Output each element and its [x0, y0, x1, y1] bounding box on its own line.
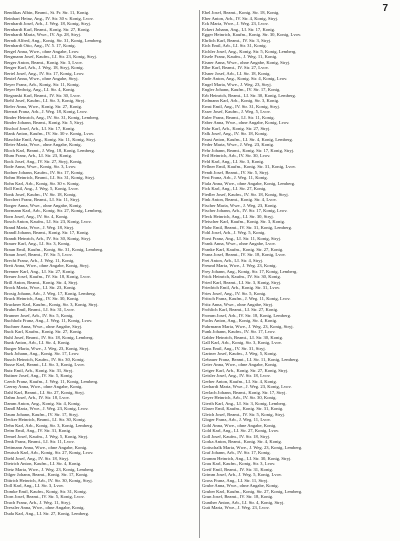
- directory-entry: Bertel Josef, Ang., IV. Str. 17, Konig, Lvov.: [4, 70, 85, 76]
- directory-entry: Elbe Karl, Beamt., IV. Str. 27, Lvov.: [202, 65, 269, 70]
- directory-entry: Dahl Karl, Beamt., LI. Str. 27, Konig, Stryj.: [4, 389, 85, 395]
- directory-entry: Binder Johann, Beamt., Konig. Str. 5, Stryj.: [4, 120, 85, 125]
- directory-entry: Grube Anna, Wwe., ohne Angabe, Konig.: [202, 483, 279, 488]
- directory-entry: Czerny Anna, Wwe., ohne Angabe, Konig.: [4, 384, 83, 389]
- directory-entry: Deutsch Karl, Arb., Konig. Str. 27, Konig, Lvov.: [4, 450, 94, 455]
- directory-entry: Gall Karl, Arb., Konig. Str. 3, Konig, Lvov.: [202, 340, 282, 345]
- directory-entry: Berndt Alfred, Ang., Konig. Str. 31, Konig, Lemberg.: [4, 37, 103, 43]
- directory-entry: Erb Heinrich, Beamt., LI. Str. 30, Konig, Lemberg.: [202, 92, 296, 98]
- directory-entry: Fries Josef, Ang., IV. Str. 5, Konig.: [202, 290, 267, 296]
- directory-entry: Berger Anton, Beamt., Konig. Str. 3, Lvov.: [4, 59, 83, 65]
- directory-entry: Euler Franz, Beamt., LI. Str. 11, Konig.: [202, 114, 275, 120]
- directory-entry: Bode Anna, Wwe., Konig. Str. 3, Lvov.: [4, 164, 77, 169]
- directory-entry: Bloch Karl, Beamt., J. Weg. 18, Konig, Lemberg.: [4, 147, 95, 153]
- directory-entry: Dittrich Heinrich, Arb., IV. Str. 30, Konig, Stryj.: [4, 477, 93, 483]
- directory-entry: Bruhn Emil, Beamt., LI. Str. 31, Lvov.: [4, 307, 75, 312]
- directory-entry: Gabler Heinrich, Beamt., LI. Str. 30, Konig.: [202, 334, 284, 340]
- directory-entry: Grimm Josef, Arb., J. Weg. 5, Konig, Lvov.: [202, 472, 283, 477]
- directory-entry: Faber Anna, Wwe., ohne Angabe, Konig, Lvov.: [202, 120, 290, 125]
- directory-entry: Damm Anton, Ang., Konig. Str. 4, Konig.: [4, 400, 81, 406]
- directory-entry: Dilger Johann, Beamt., Konig. Str. 17, Konig.: [4, 472, 89, 477]
- directory-entry: Engler Johann, Kaufm., IV. Str. 17, Konig.: [202, 87, 281, 92]
- directory-entry: Bernhardt Josef, Arb., J. Weg. 18, Konig, Stryj.: [4, 21, 91, 26]
- directory-entry: Geyer Heinrich, Arb., IV. Str. 30, Konig.: [202, 395, 277, 400]
- directory-entry: Daum Johann, Kaufm., IV. Str. 17, Stryj.: [4, 411, 79, 417]
- directory-entry: Graf Johann, Arb., IV. Str. 17, Konig.: [202, 450, 271, 455]
- directory-entry: Fendt Josef, Beamt., IV. Str. 5, Stryj.: [202, 169, 270, 175]
- directory-entry: Blum Franz, Arb., LI. Str. 23, Konig.: [4, 153, 73, 158]
- directory-entry: Bonk Josef, Kaufm., IV. Str. 18, Konig.: [4, 191, 77, 197]
- directory-entry: Fischer Johann, Arb., IV. Str. 17, Konig, Lvov.: [202, 208, 288, 213]
- directory-entry: Fritsch Franz, Kaufm., J. Weg. 11, Konig, Lvov.: [202, 296, 291, 301]
- directory-entry: Elsner Josef, Arb., LI. Str. 18, Konig.: [202, 70, 271, 76]
- directory-entry: Esser Josef, Kaufm., J. Weg. 5, Lvov.: [202, 109, 271, 114]
- directory-entry: Geiger Karl, Arb., Konig. Str. 27, Konig, Stryj.: [202, 367, 289, 373]
- directory-entry: Drach Franz, Arb., J. Weg. 11, Stryj.: [4, 499, 71, 505]
- directory-entry: Bohn Karl, Arb., Konig. Str. 30 v. Konig.: [4, 180, 80, 186]
- directory-entry: Forst Franz, Ang., LI. Str. 11, Konig, Stryj.: [202, 235, 282, 241]
- left-column: [4, 10, 198, 538]
- directory-entry: Fuchs Anton, Ang., Konig. Str. 4, Konig.: [202, 318, 278, 323]
- directory-entry: Fest Franz, Arb., J. Weg. 11, Konig.: [202, 175, 268, 180]
- directory-entry: Breit Anna, Wwe., ohne Angabe, Konig, Stryj.: [4, 263, 90, 268]
- directory-entry: Bleier Maria, Wwe., ohne Angabe, Konig.: [4, 142, 82, 147]
- directory-entry: Gierth Karl, Ang., LI. Str. 3, Konig, Lemberg.: [202, 400, 287, 406]
- directory-entry: Burk Johann, Ang., Konig. Str. 17, Lvov.: [4, 351, 80, 356]
- directory-entry: Breuer Josef, Kaufm., IV. Str. 18, Konig, Lvov.: [4, 274, 91, 279]
- right-column: [202, 10, 396, 538]
- directory-entry: Frohlich Karl, Beamt., LI. Str. 27, Konig.: [202, 307, 279, 312]
- directory-entry: Blaschke Emil, Ang., Konig. Str. 11, Konig, Stryj.: [4, 136, 97, 142]
- directory-entry: Fleck Heinrich, Ang., LI. Str. 30, Stryj.: [202, 213, 274, 219]
- directory-entry: Braun Josef, Beamt., IV. Str. 5, Lvov.: [4, 252, 73, 257]
- directory-entry: Buck Karl, Kaufm., Konig. Str. 27, Konig.: [4, 329, 83, 334]
- directory-entry: Grun Josef, Beamt., IV. Str. 18, Konig.: [202, 494, 274, 499]
- directory-entry: Brandt Heinrich, Arb., IV. Str. 30, Konig, Stryj.: [4, 235, 92, 241]
- directory-entry: Goll Josef, Kaufm., IV. Str. 18, Stryj.: [202, 433, 271, 439]
- directory-entry: Gramm Heinrich, Ang., LI. Str. 30, Konig, Stryj.: [202, 455, 292, 461]
- directory-entry: Beyer Franz, Arb., Konig. Str. 11, Konig.: [4, 81, 80, 87]
- directory-entry: Grau Karl, Kaufm., Konig. Str. 3, Lvov.: [202, 461, 276, 466]
- directory-entry: Brenner Karl, Ang., LI. Str. 27, Konig.: [4, 268, 76, 274]
- directory-entry: Biernat Franz, Arb., J. Weg. 18, Konig, Lvov.: [4, 109, 88, 114]
- directory-entry: Dandl Maria, Wwe., J. Weg. 23, Konig, Lvov.: [4, 406, 89, 411]
- directory-entry: Fischer Maria, Wwe., J. Weg. 23, Konig.: [202, 202, 278, 208]
- directory-entry: Gleich Josef, Beamt., IV. Str. 5, Konig, Stryj.: [202, 411, 285, 417]
- directory-entry: Butz Emil, Arb., Konig. Str. 31, Stryj.: [4, 367, 74, 373]
- directory-entry: Bunk Anton, Arb., LI. Str. 4, Konig.: [4, 340, 71, 345]
- directory-entry: Buchholz Franz, Ang., J. Weg. 11, Konig, Lvov.: [4, 318, 93, 323]
- directory-entry: Bormann Karl, Arb., Konig. Str. 27, Konig, Lemberg.: [4, 208, 103, 213]
- directory-entry: Eck Maria, Wwe., J. Weg. 23, Lvov.: [202, 21, 269, 26]
- directory-entry: Engel Maria, Wwe., J. Weg. 23, Stryj.: [202, 81, 272, 87]
- directory-entry: Bernhardt Otto, Ang., IV. 5. 17, Konig.: [4, 43, 76, 48]
- directory-entry: Bieler Anna, Wwe., Konig. Str. 27, Konig.: [4, 103, 83, 109]
- directory-entry: Bieganski Karl, Beamt., IV. Str. 30, Lvov.: [4, 92, 81, 98]
- directory-entry: Bendikas Albin, Beamt., St. Fr. Str. 11, Konig.: [4, 10, 90, 15]
- directory-entry: Gorka Anton, Beamt., Konig. Str. 4, Konig.: [202, 439, 283, 444]
- directory-entry: Biehl Josef, Kaufm., LI. Str. 3, Konig, Stryj.: [4, 98, 86, 103]
- directory-entry: Frey Johann, Ang., Konig. Str. 17, Konig, Lemberg.: [202, 268, 298, 274]
- directory-entry: Doll Karl, Ang., LI. Str. 3, Lvov.: [4, 483, 65, 488]
- directory-entry: Erdmann Karl, Arb., Konig. Str. 3, Konig.: [202, 98, 280, 103]
- directory-entry: Decker Heinrich, Beamt., LI. Str. 30, Konig.: [4, 417, 86, 422]
- directory-entry: Feld Karl, Ang., LI. Str. 3, Konig.: [202, 158, 265, 164]
- directory-entry: Gerber Anton, Kaufm., LI. Str. 4, Konig.: [202, 378, 277, 384]
- directory-entry: Born Josef, Ang., IV. Str. 4, Konig.: [4, 213, 69, 219]
- directory-entry: Gohl Anna, Wwe., ohne Angabe, Konig.: [202, 422, 277, 428]
- directory-entry: Eber Anton, Arb., IV. Str. 4, Konig, Stryj.: [202, 15, 279, 21]
- directory-entry: Falk Josef, Ang., IV. Str. 18, Konig.: [202, 131, 268, 136]
- directory-entry: Bergel Anna, Wwe., ohne Angabe, Lvov.: [4, 48, 80, 54]
- directory-entry: Blank Anton, Kaufm., IV. Str. 30 v. Konig, Lvov.: [4, 131, 95, 136]
- directory-entry: Gutt Maria, Wwe., J. Weg. 23, Lvov.: [202, 505, 270, 510]
- directory-entry: Gloger Franz, Arb., J. Weg. 11, Lvov.: [202, 417, 271, 422]
- directory-entry: Feil Heinrich, Arb., IV. Str. 30, Lvov.: [202, 153, 271, 158]
- directory-entry: Bruckner Karl, Kaufm., Konig. Str. 3, Konig, Stryj.: [4, 301, 99, 307]
- directory-entry: Brauer Karl, Ang., LI. Str. 3, Konig.: [4, 241, 71, 246]
- directory-entry: Brunner Josef, Arb., IV. Str. 5, Konig.: [4, 312, 74, 318]
- directory-entry: Eisele Franz, Kaufm., J. Weg. 11, Konig.: [202, 54, 278, 59]
- directory-entry: Gans Emil, Ang., IV. Str. 31, Stryj.: [202, 345, 266, 351]
- directory-entry: Fink Anton, Beamt., Konig. Str. 4, Lvov.: [202, 197, 277, 202]
- directory-entry: Frank Anna, Wwe., ohne Angabe, Lvov.: [202, 241, 276, 246]
- directory-entry: Egger Heinrich, Kaufm., Konig. Str. 30, Konig, Lvov.: [202, 32, 302, 37]
- directory-entry: Eisner Anna, Wwe., ohne Angabe, Konig, Stryj.: [202, 59, 291, 65]
- directory-entry: Ende Anton, Ang., Konig. Str. 4, Konig, Lvov.: [202, 76, 288, 81]
- directory-entry: Fohl Josef, Arb., J. Weg. 5, Konig.: [202, 230, 266, 235]
- directory-entry: Bernhardt Maria, Wwe., IV. Ap. 28, Stryj.: [4, 32, 82, 37]
- directory-entry: Brecht Franz, Arb., J. Weg. 11, Konig.: [4, 257, 75, 263]
- directory-entry: Glaser Emil, Kaufm., Konig. Str. 31, Konig.: [202, 406, 284, 411]
- directory-entry: Eckert Johann, Ang., LI. Str. 17, Konig.: [202, 26, 276, 32]
- directory-entry: Fleischer Karl, Kaufm., Konig. Str. 3, Konig.: [202, 219, 286, 224]
- directory-entry: Dettmann Anna, Wwe., ohne Angabe, Konig.: [4, 444, 88, 450]
- directory-entry: Eichler Josef, Ang., Konig. Str. 5, Konig, Lemberg.: [202, 48, 297, 54]
- directory-entry: Dehn Karl, Arb., Konig. Str. 3, Konig, Lemberg.: [4, 422, 94, 428]
- directory-entry: Burger Maria, Wwe., J. Weg. 23, Konig, Stryj.: [4, 345, 90, 351]
- directory-entry: Dietrich Anton, Kaufm., LI. Str. 4, Konig.: [4, 461, 82, 466]
- directory-entry: Fick Karl, Ang., LI. Str. 27, Konig.: [202, 186, 267, 191]
- directory-entry: Bodner Johann, Kaufm., IV. Str. 17, Konig.: [4, 169, 84, 175]
- directory-entry: Faust Anton, Kaufm., LI. Str. 4, Konig, Lemberg.: [202, 136, 293, 142]
- directory-entry: Gerlach Johann, Beamt., Konig. Str. 17, Stryj.: [202, 389, 287, 395]
- directory-entry: Fiala Anna, Wwe., ohne Angabe, Konig, Lemberg.: [202, 180, 296, 186]
- directory-entry: Denk Franz, Beamt., LI. Str. 11, Lvov.: [4, 439, 75, 444]
- directory-entry: Fromm Josef, Arb., IV. Str. 18, Konig, Lemberg.: [202, 312, 292, 318]
- directory-entry: Ehrlich Karl, Beamt., IV. Str. 3, Stryj.: [202, 37, 272, 43]
- directory-entry: Greif Emil, Beamt., IV. Str. 31, Konig.: [202, 466, 273, 472]
- directory-entry: Frei Anton, Arb., LI. Str. 4, Stryj.: [202, 257, 264, 263]
- directory-entry: Beyer Hedwig, Ang., LI. Str. 4, Konig.: [4, 87, 76, 92]
- directory-entry: Gold Karl, Ang., LI. Str. 27, Konig, Lvov.: [202, 428, 280, 433]
- directory-entry: Berger Karl, Arb., J. Weg. 18, Stryj, Konig.: [4, 65, 84, 70]
- directory-entry: Demel Josef, Kaufm., J. Weg. 5, Konig, Stryj.: [4, 433, 89, 439]
- directory-entry: Gunther Anton, Arb., LI. Str. 4, Konig, Stryj.: [202, 499, 285, 505]
- directory-entry: Geier Anna, Wwe., ohne Angabe, Konig.: [202, 362, 278, 367]
- directory-entry: Bohm Heinrich, Beamt., LI. Str. 31, Konig, Stryj.: [4, 175, 95, 180]
- directory-entry: Dressler Anna, Wwe., ohne Angabe, Konig.: [4, 505, 85, 510]
- directory-entry: Braun Emil, Kaufm., Konig. Str. 31, Konig, Lemberg.: [4, 246, 104, 252]
- directory-entry: Diehl Josef, Ang., IV. Str. 18, Stryj.: [4, 455, 70, 461]
- directory-entry: Brand Maria, Wwe., J. Weg. 18, Stryj.: [4, 224, 75, 230]
- directory-entry: Eich Emil, Arb., LI. Str. 31, Konig.: [202, 43, 267, 48]
- directory-entry: Gartner Josef, Kaufm., J. Weg. 5, Konig.: [202, 351, 277, 356]
- directory-entry: Bergmann Josef, Kaufm., LI. Str. 23, Konig, Stryj.: [4, 54, 97, 59]
- directory-entry: Gerhardt Maria, Wwe., J. Weg. 23, Konig, Lvov.: [202, 384, 292, 389]
- directory-entry: Busse Karl, Beamt., LI. Str. 3, Konig, Lvov.: [4, 362, 85, 367]
- directory-entry: Buhl Josef, Beamt., IV. Str. 18, Konig, Lemberg.: [4, 334, 94, 340]
- directory-entry: Dorn Josef, Beamt., IV. Str. 5, Konig, Lvov.: [4, 494, 85, 499]
- directory-entry: Brock Maria, Wwe., LI. Str. 23, Konig.: [4, 285, 77, 290]
- directory-entry: Domke Emil, Kaufm., Konig. Str. 31, Konig.: [4, 488, 87, 494]
- directory-entry: Frick Heinrich, Kaufm., IV. Str. 30, Konig.: [202, 274, 281, 279]
- directory-entry: Bock Josef, Ang., IV. Str. 27, Stryj, Konig.: [4, 158, 83, 164]
- column-divider: [199, 10, 200, 538]
- directory-entry: Binder Heinrich, Ang., IV. Str. 31, Konig, Lemberg.: [4, 114, 100, 120]
- directory-entry: Bernhardt Karl, Beamt., Konig. Str. 27, Konig.: [4, 26, 91, 32]
- directory-entry: Franz Josef, Beamt., IV. Str. 18, Konig, Lvov.: [202, 252, 286, 257]
- directory-entry: Dahm Josef, Arb., IV. Str. 18, Lvov.: [4, 395, 70, 400]
- directory-entry: Buchner Anna, Wwe., ohne Angabe, Stryj.: [4, 323, 83, 329]
- directory-entry: Fehr Johann, Beamt., Konig. Str. 17, Konig, Stryj.: [202, 147, 295, 153]
- directory-entry: Borchert Franz, Beamt., LI. Str. 11, Stryj.: [4, 197, 81, 202]
- directory-entry: Buttner Josef, Ang., IV. Str. 5, Konig.: [4, 373, 73, 378]
- directory-entry: Fuhrmann Maria, Wwe., J. Weg. 23, Konig, Stryj.: [202, 323, 294, 329]
- directory-entry: Ebel Josef, Beamt., Konig. Str. 18, Konig.: [202, 10, 280, 15]
- directory-entry: Gebauer Franz, Beamt., LI. Str. 11, Konig, Lemberg.: [202, 356, 300, 362]
- directory-entry: Gruber Karl, Kaufm., Konig. Str. 27, Konig, Lemberg.: [202, 488, 303, 494]
- directory-entry: Gottschalk Maria, Wwe., J. Weg. 23, Konig, Lemberg.: [202, 444, 303, 450]
- directory-entry: Boll Emil, Ang., J. Weg. 5, Konig, Lvov.: [4, 186, 79, 191]
- directory-entry: Fahr Karl, Arb., Konig. Str. 27, Stryj.: [202, 125, 271, 131]
- directory-entry: Feder Maria, Wwe., J. Weg. 23, Konig.: [202, 142, 275, 147]
- directory-entry: Borger Anna, Wwe., ohne Angabe, Konig.: [4, 202, 82, 208]
- directory-entry: Brandl Johann, Beamt., Konig. Str. 17, Konig.: [4, 230, 90, 235]
- directory-entry: Czech Franz, Kaufm., J. Weg. 11, Konig, Lemberg.: [4, 378, 99, 384]
- directory-entry: Deim Emil, Ang., IV. Str. 31, Konig.: [4, 428, 72, 433]
- directory-entry: Bischof Josef, Arb., LI. Str. 17, Konig.: [4, 125, 76, 131]
- directory-entry: Fiedler Josef, Kaufm., IV. Str. 18, Konig, Stryj.: [202, 191, 289, 197]
- directory-entry: Fried Karl, Beamt., LI. Str. 3, Konig, Stryj.: [202, 279, 282, 285]
- directory-entry: Busch Heinrich, Kaufm., IV. Str. 30, Konig.: [4, 356, 85, 362]
- directory-entry: Fellner Emil, Kaufm., Konig. Str. 31, Konig, Lvov.: [202, 164, 296, 169]
- directory-entry: Dietz Maria, Wwe., J. Weg. 23, Konig, Lemberg.: [4, 466, 95, 472]
- directory-entry: Funk Johann, Kaufm., IV. Str. 17, Lvov.: [202, 329, 276, 334]
- directory-entry: Beinhart Heinz, Ang., IV. Str. 30 v. Konig, Lvov.: [4, 15, 94, 21]
- directory-entry: Geisler Josef, Ang., IV. Str. 18, Lvov.: [202, 373, 271, 378]
- directory-entry: Brill Anton, Beamt., Konig. Str. 4, Stryj.: [4, 279, 79, 285]
- directory-entry: Freund Maria, Wwe., J. Weg. 23, Konig.: [202, 263, 277, 268]
- directory-entry: Duda Karl, Ang., LI. Str. 27, Konig, Lemberg.: [4, 510, 90, 516]
- directory-entry: Ernst Emil, Ang., IV. Str. 31, Konig, Stryj.: [202, 103, 280, 109]
- page-number: 7: [382, 3, 388, 14]
- directory-entry: Franke Karl, Kaufm., Konig. Str. 27, Konig.: [202, 246, 284, 252]
- directory-entry: Bruck Heinrich, Ang., IV. Str. 30, Konig.: [4, 296, 80, 301]
- directory-entry: Fritz Anna, Wwe., ohne Angabe, Stryj.: [202, 301, 274, 307]
- directory-entry: Friedrich Emil, Arb., Konig. Str. 31, Lvov.: [202, 285, 281, 290]
- directory-entry: Gross Franz, Ang., LI. Str. 11, Stryj.: [202, 477, 269, 483]
- directory-entry: Bosch Anton, Kaufm., LI. Str. 23, Konig, Lvov.: [4, 219, 92, 224]
- directory-entry: Beutel Anna, Wwe., ohne Angabe, Stryj.: [4, 76, 79, 81]
- directory-entry: Flohr Emil, Beamt., IV. Str. 31, Konig, Lemberg.: [202, 224, 293, 230]
- directory-entry: Brosig Johann, Arb., J. Weg. 17, Konig, Lemberg.: [4, 290, 96, 296]
